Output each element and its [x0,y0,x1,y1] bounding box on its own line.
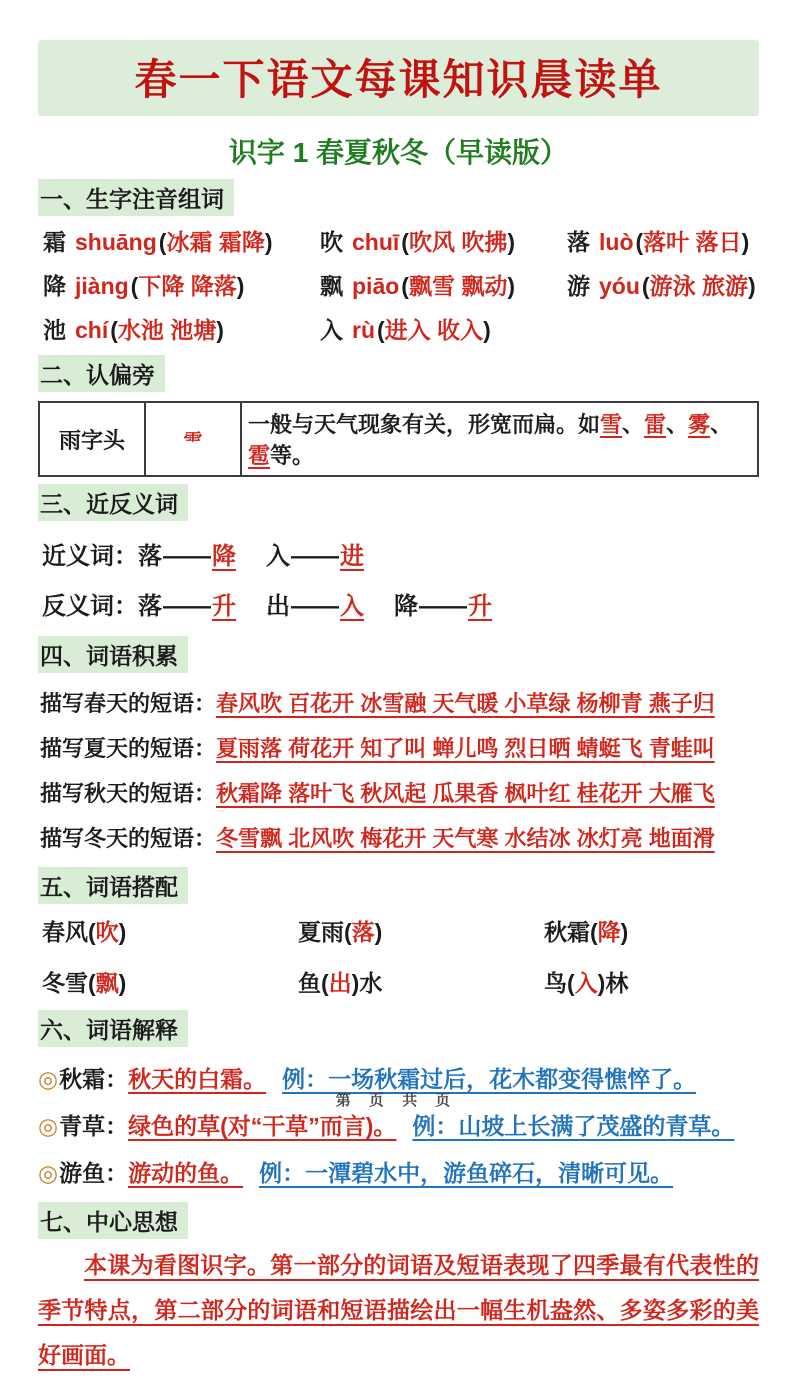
circle-bullet-icon: ◎ [38,1113,59,1139]
circle-bullet-icon: ◎ [38,1160,59,1186]
pairing-before: 鸟 [544,970,567,996]
explanation-term: 青草： [59,1113,129,1139]
pairing-answer: 入 [574,970,598,996]
paren-open: ( [130,273,139,299]
pairing-before: 夏雨 [298,919,344,945]
phrase-line-label: 描写冬天的短语： [40,826,217,851]
pinyin-entry [567,224,759,257]
pairing-item [298,914,544,947]
explanation-item [38,1155,759,1188]
hanzi-char: 落 [567,229,590,255]
section-6 [38,1010,759,1047]
pairing-item [544,914,759,947]
pair-answer: 升 [212,593,236,620]
central-idea-text: 本课为看图识字。第一部分的词语及短语表现了四季最有代表性的季节特点，第二部分的词语和短语描绘出一幅生机盎然、多姿多彩的美好画面。 [38,1252,759,1368]
phrase-line [38,687,759,718]
list-separator: 、 [666,412,689,437]
radical-example: 雷 [644,412,667,437]
hanzi-char: 降 [43,273,66,299]
phrase-line [38,732,759,763]
paren-open: ( [401,229,409,255]
phrase-list: 秋霜降 落叶飞 秋风起 瓜果香 枫叶红 桂花开 大雁飞 [216,781,715,806]
circle-bullet-icon: ◎ [38,1066,59,1092]
hanzi-char: 霜 [43,229,66,255]
phrase-list: 夏雨落 荷花开 知了叫 蝉儿鸣 烈日晒 蜻蜓飞 青蛙叫 [216,736,715,761]
section-7 [38,1202,759,1239]
word-group: 吹风 吹拂 [408,229,508,255]
pairing-answer: 落 [351,919,375,945]
pinyin-entry [567,268,759,301]
radical-name: 雨字头 [39,402,145,476]
paren-close: ) [351,970,360,996]
pinyin-text: chuī [352,229,400,255]
pair-from: 降 [394,593,418,620]
paren-close: ) [620,919,629,945]
paren-open: ( [321,970,329,996]
pair-from: 落 [138,593,162,620]
pinyin-text: rù [352,317,375,343]
paren-open: ( [635,229,644,255]
section-heading-3: 三、近反义词 [38,484,188,521]
word-group: 冰霜 霜降 [166,229,265,255]
pairing-item [42,914,298,947]
page-title: 春一下语文每课知识晨读单 [134,56,663,103]
radical-example: 雹 [248,443,271,468]
line-label: 近义词： [42,543,138,570]
pairing-before: 冬雪 [42,970,88,996]
explanation-definition: 绿色的草(对“干草”而言)。 [128,1113,397,1139]
list-separator: 、 [710,412,733,437]
pairing-answer: 出 [328,970,352,996]
phrase-list: 冬雪飘 北风吹 梅花开 天气寒 水结冰 冰灯亮 地面滑 [216,826,715,851]
pairing-before: 秋霜 [544,919,590,945]
radical-desc-suffix: 等。 [270,443,315,468]
pairing-item [544,965,759,998]
phrase-line [38,777,759,808]
radical-desc-prefix: 一般与天气现象有关，形宽而扁。如 [248,412,601,437]
word-pair [266,543,364,570]
section-heading-7: 七、中心思想 [38,1202,188,1239]
pair-dash: —— [163,593,211,620]
explanation-item [38,1108,759,1141]
list-separator: 、 [622,412,645,437]
paren-open: ( [401,273,409,299]
pair-dash: —— [163,543,211,570]
pair-answer: 进 [340,543,364,570]
pinyin-text: jiàng [75,273,129,299]
explanation-example: 例：山坡上长满了茂盛的青草。 [412,1113,735,1139]
radical-example: 雪 [600,412,623,437]
paren-close: ) [236,273,245,299]
paren-open: ( [158,229,167,255]
paren-open: ( [641,273,650,299]
pinyin-text: chí [75,317,109,343]
pairing-before: 春风 [42,919,88,945]
pairing-item [298,965,544,998]
pinyin-text: luò [599,229,634,255]
pair-dash: —— [291,543,339,570]
phrase-line-label: 描写春天的短语： [40,691,217,716]
pairing-answer: 飘 [95,970,119,996]
pinyin-entry [43,312,320,345]
phrase-list: 春风吹 百花开 冰雪融 天气暖 小草绿 杨柳青 燕子归 [216,691,715,716]
section-3 [38,484,759,521]
pairing-before: 鱼 [298,970,321,996]
paren-close: ) [597,970,606,996]
paren-close: ) [483,317,491,343]
paren-close: ) [216,317,224,343]
section-5 [38,867,759,904]
word-explanation-block [38,1061,759,1188]
phrase-line [38,822,759,853]
synonym-antonym-line [38,586,759,621]
hanzi-char: 池 [43,317,66,343]
section-4 [38,636,759,673]
word-pair [138,593,236,620]
explanation-example: 例：一场秋霜过后，花木都变得憔悴了。 [282,1066,697,1092]
pair-answer: 升 [468,593,492,620]
paren-open: ( [88,919,96,945]
pairing-after: 林 [605,970,629,996]
hanzi-char: 入 [320,317,343,343]
explanation-term: 秋霜： [59,1066,129,1092]
pair-dash: —— [419,593,467,620]
pinyin-text: shuāng [75,229,157,255]
radical-table [38,401,759,477]
section-heading-5: 五、词语搭配 [38,867,188,904]
pair-from: 入 [266,543,290,570]
word-group: 进入 收入 [384,317,484,343]
word-pair [266,593,364,620]
pinyin-entry [320,312,567,345]
hanzi-char: 飘 [320,273,343,299]
pairing-after: 水 [359,970,383,996]
paren-close: ) [264,229,273,255]
title-banner [38,40,759,116]
lesson-subtitle: 识字 1 春夏秋冬（早读版） [228,137,569,168]
pairing-item [42,965,298,998]
explanation-definition: 秋天的白霜。 [128,1066,267,1092]
hanzi-char: 吹 [320,229,343,255]
word-group: 飘雪 飘动 [408,273,508,299]
word-pair [394,593,492,620]
pinyin-text: piāo [352,273,400,299]
pinyin-entry [320,224,567,257]
word-group: 落叶 落日 [643,229,742,255]
pinyin-entry [320,268,567,301]
pair-dash: —— [291,593,339,620]
paren-open: ( [567,970,575,996]
phrase-line-label: 描写秋天的短语： [40,781,217,806]
word-pair [138,543,236,570]
pair-from: 出 [266,593,290,620]
pinyin-entry [43,224,320,257]
page-footer: 第 页 共 页 [335,1092,458,1109]
section-2 [38,355,759,392]
word-group: 游泳 旅游 [649,273,748,299]
hanzi-char: 游 [567,273,590,299]
paren-close: ) [118,970,127,996]
section-heading-6: 六、词语解释 [38,1010,188,1047]
synonym-antonym-line [38,536,759,571]
line-label: 反义词： [42,593,138,620]
paren-open: ( [88,970,96,996]
paren-close: ) [747,273,756,299]
pinyin-text: yóu [599,273,640,299]
pinyin-word-grid [38,224,759,345]
explanation-example: 例：一潭碧水中，游鱼碎石，清晰可见。 [259,1160,674,1186]
paren-open: ( [344,919,352,945]
paren-open: ( [377,317,385,343]
section-1 [38,179,759,216]
pair-from: 落 [138,543,162,570]
synonym-antonym-block [38,536,759,621]
paren-close: ) [741,229,750,255]
section-heading-1: 一、生字注音组词 [38,179,234,216]
paren-close: ) [507,229,516,255]
word-group: 水池 池塘 [117,317,217,343]
radical-row [39,402,758,476]
pairing-answer: 吹 [95,919,119,945]
explanation-term: 游鱼： [59,1160,129,1186]
pair-answer: 入 [340,593,364,620]
explanation-definition: 游动的鱼。 [128,1160,244,1186]
pairing-answer: 降 [597,919,621,945]
paren-open: ( [110,317,118,343]
pinyin-entry [43,268,320,301]
rain-radical-glyph: ⻗ [145,402,241,476]
radical-example: 雾 [688,412,711,437]
section-heading-2: 二、认偏旁 [38,355,165,392]
radical-description [241,402,758,476]
phrase-line-label: 描写夏天的短语： [40,736,217,761]
word-pairing-grid [38,914,759,998]
pair-answer: 降 [212,543,236,570]
section-heading-4: 四、词语积累 [38,636,188,673]
paren-close: ) [507,273,516,299]
paren-close: ) [118,919,127,945]
paren-open: ( [590,919,598,945]
word-group: 下降 降落 [138,273,237,299]
paren-close: ) [374,919,383,945]
phrase-accumulation-block [38,687,759,853]
